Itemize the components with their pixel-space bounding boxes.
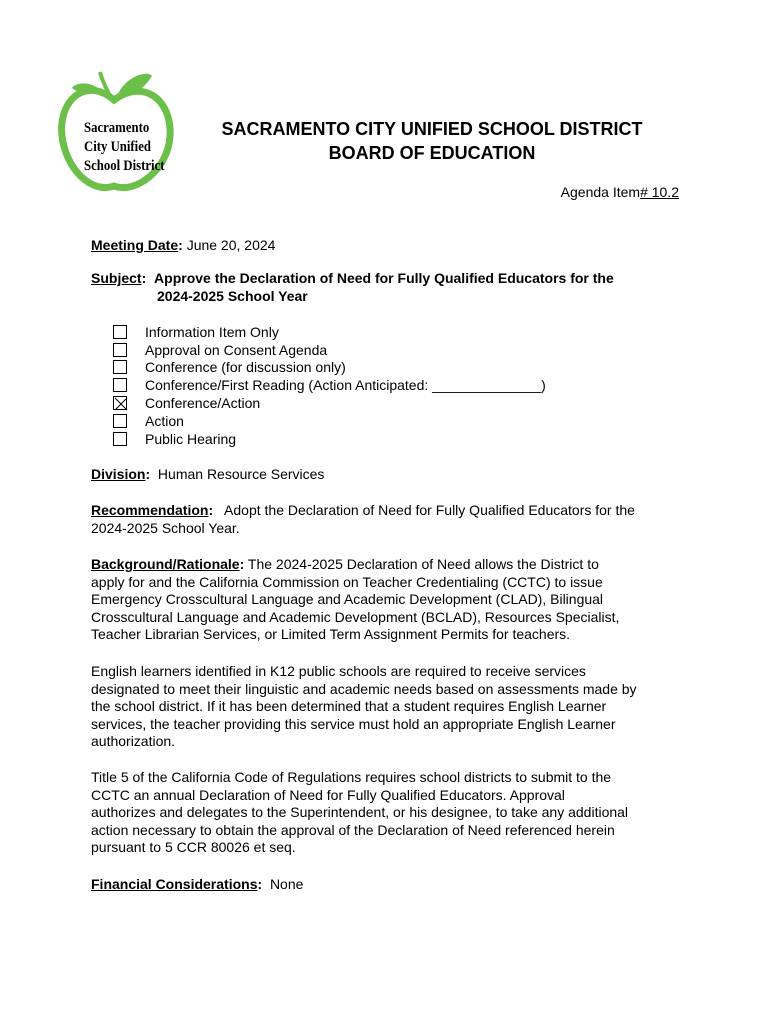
option-checkbox[interactable] xyxy=(113,325,127,339)
recommendation: Recommendation: Adopt the Declaration of Need for Fully Qualified Educators for the xyxy=(91,502,635,518)
agenda-item xyxy=(561,184,679,200)
recommendation-line2: 2024-2025 School Year. xyxy=(91,519,240,536)
option-row xyxy=(113,394,260,412)
option-row xyxy=(113,359,346,377)
option-checkbox[interactable] xyxy=(113,378,127,392)
paragraph2-line4: services, the teacher providing this service must hold an appropriate English Learner xyxy=(91,715,616,732)
paragraph3-line2: CCTC an annual Declaration of Need for Fully Qualified Educators. Approval xyxy=(91,786,565,803)
background-line3: Emergency Crosscultural Language and Academic Development (CLAD), Bilingual xyxy=(91,591,604,608)
paragraph3-line3: authorizes and delegates to the Superintendent, or his designee, to take any additional xyxy=(91,804,629,821)
logo-text-line2: City Unified xyxy=(84,139,151,155)
paragraph2-line2: designated to meet their linguistic and academic needs based on assessments made by xyxy=(91,680,637,697)
paragraph2-line5: authorization. xyxy=(91,733,176,750)
subject: Subject: Approve the Declaration of Need for Fully Qualified Educators for the xyxy=(91,270,614,286)
subject-line2: 2024-2025 School Year xyxy=(157,288,308,304)
division: Division: Human Resource Services xyxy=(91,466,325,482)
recommendation-line1: Adopt the Declaration of Need for Fully Qualified Educators for the xyxy=(224,502,635,518)
financial-label: Financial Considerations xyxy=(91,876,258,892)
logo-text-line3: School District xyxy=(84,158,165,174)
option-checkbox[interactable] xyxy=(113,432,127,446)
meeting-date-value: June 20, 2024 xyxy=(186,237,276,253)
option-label: Conference/Action xyxy=(145,394,261,411)
option-row xyxy=(113,341,327,359)
paragraph3-line1: Title 5 of the California Code of Regulations requires school districts to submit to the xyxy=(91,769,612,785)
financial-value: None xyxy=(269,876,304,892)
option-row xyxy=(113,412,184,430)
check-x-icon xyxy=(114,397,128,411)
option-row xyxy=(113,323,279,341)
option-row xyxy=(113,376,546,394)
option-label: Public Hearing xyxy=(145,430,237,447)
background-line1: The 2024-2025 Declaration of Need allows the District to xyxy=(247,556,599,572)
financial-considerations: Financial Considerations: None xyxy=(91,876,304,892)
agenda-item-number: # 10.2 xyxy=(640,184,679,200)
logo-text-line1: Sacramento xyxy=(84,120,150,136)
option-label: Information Item Only xyxy=(145,323,279,340)
option-checkbox[interactable] xyxy=(113,414,127,428)
option-label: Conference/First Reading (Action Anticipated: ______________) xyxy=(145,377,546,394)
paragraph3-line5: pursuant to 5 CCR 80026 et seq. xyxy=(91,839,296,856)
option-row xyxy=(113,430,236,448)
background-rationale: Background/Rationale: The 2024-2025 Declaration of Need allows the District to xyxy=(91,556,599,572)
recommendation-label: Recommendation xyxy=(91,502,209,518)
page-title: SACRAMENTO CITY UNIFIED SCHOOL DISTRICT xyxy=(221,119,643,139)
subject-label: Subject xyxy=(91,270,142,286)
division-label: Division xyxy=(91,466,146,482)
paragraph2-line3: the school district. If it has been determined that a student requires English Learner xyxy=(91,698,607,715)
paragraph3-line4: action necessary to obtain the approval of the Declaration of Need referenced herein xyxy=(91,821,615,838)
page-subtitle: BOARD OF EDUCATION xyxy=(328,143,536,163)
paragraph2-line1: English learners identified in K12 public schools are required to receive services xyxy=(91,663,586,679)
meeting-date: Meeting Date: June 20, 2024 xyxy=(91,237,276,253)
option-checkbox[interactable] xyxy=(113,360,127,374)
agenda-item-label: Agenda Item xyxy=(560,184,641,200)
option-checkbox[interactable] xyxy=(113,343,127,357)
background-label: Background/Rationale xyxy=(91,556,240,572)
option-checkbox[interactable] xyxy=(113,396,127,410)
subject-line1: Approve the Declaration of Need for Fully Qualified Educators for the xyxy=(154,270,614,286)
division-value: Human Resource Services xyxy=(157,466,325,482)
option-label: Approval on Consent Agenda xyxy=(145,341,328,358)
option-label: Conference (for discussion only) xyxy=(145,359,346,376)
option-label: Action xyxy=(145,412,184,429)
background-line4: Crosscultural Language and Academic Development (BCLAD), Resources Specialist, xyxy=(91,608,620,625)
background-line2: apply for and the California Commission on Teacher Credentialing (CCTC) to issue xyxy=(91,573,603,590)
background-line5: Teacher Librarian Services, or Limited Term Assignment Permits for teachers. xyxy=(91,626,571,643)
meeting-date-label: Meeting Date xyxy=(91,237,179,253)
